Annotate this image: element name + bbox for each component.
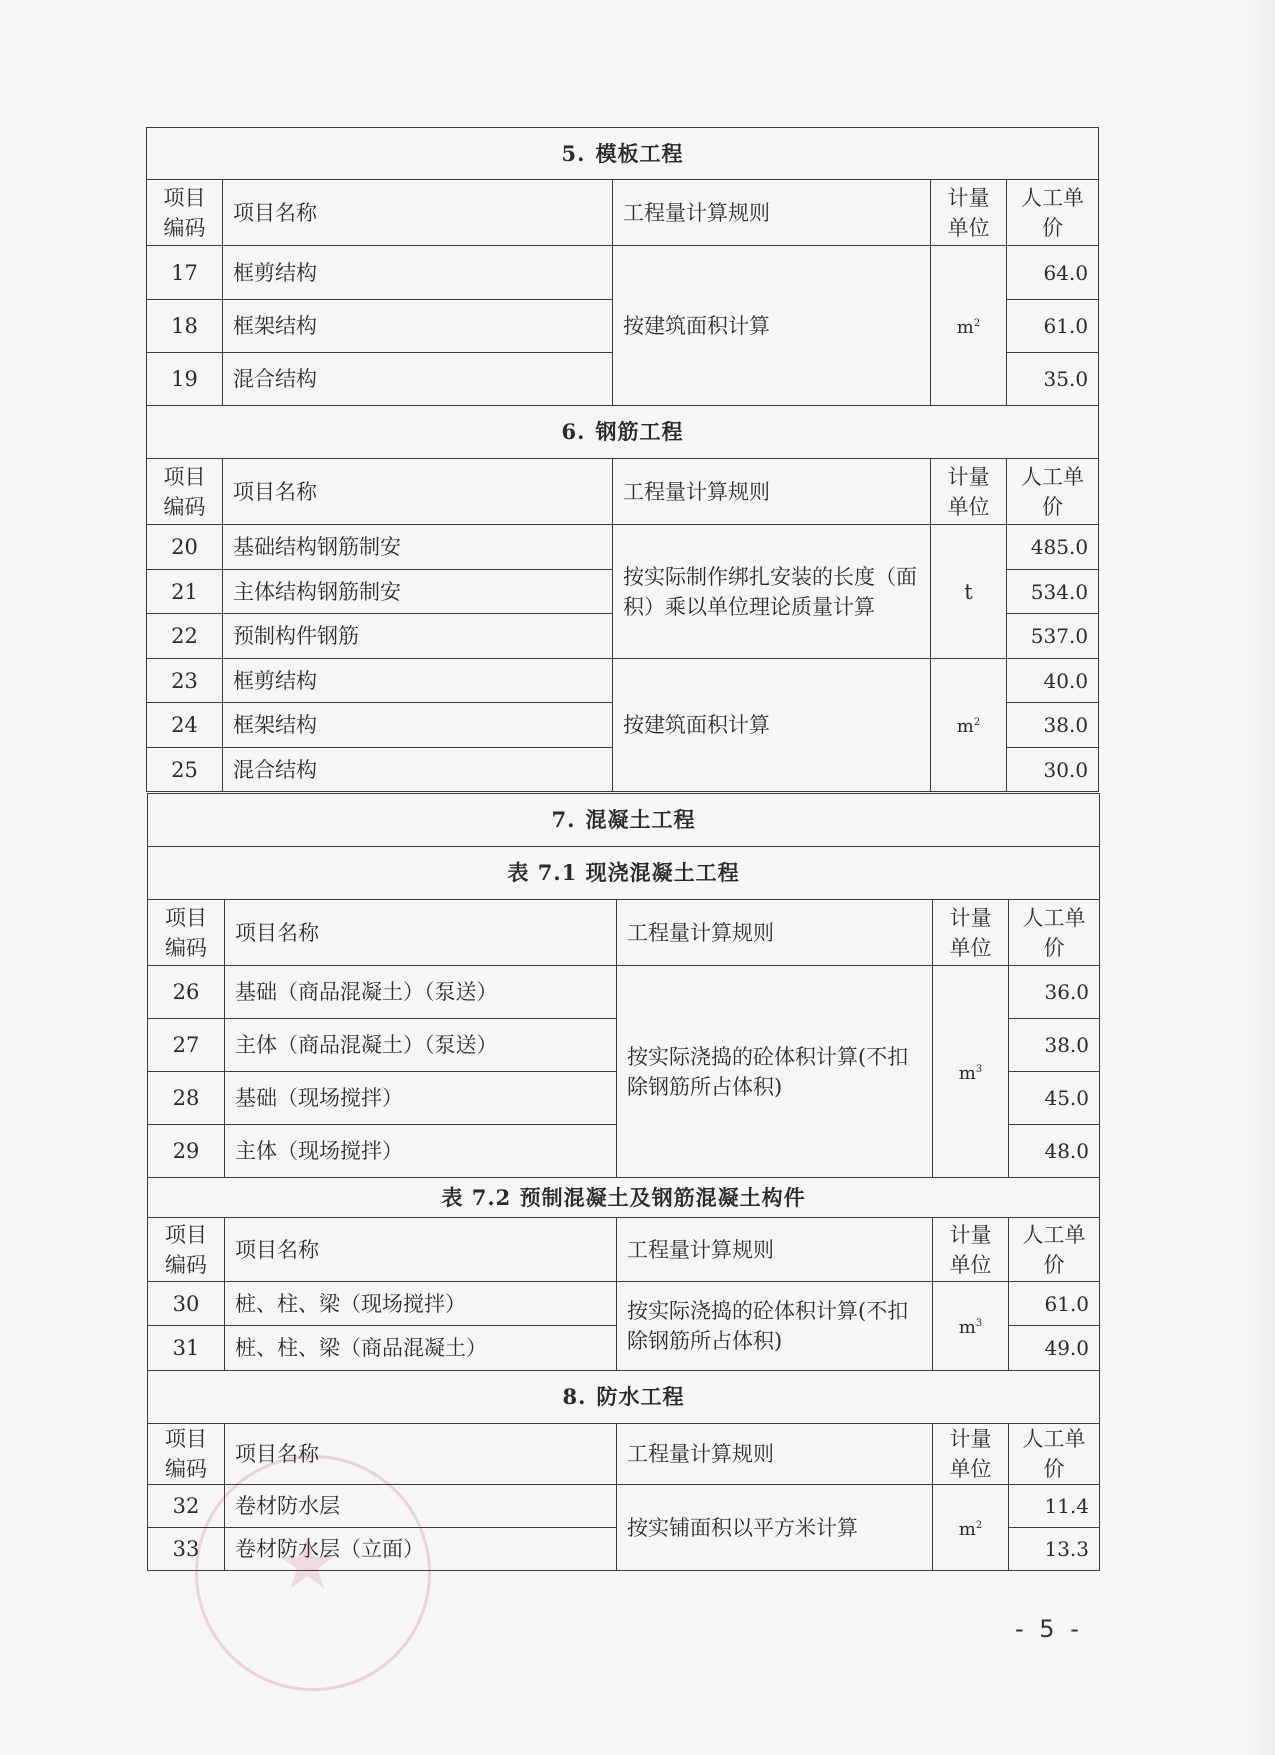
row-name: 预制构件钢筋 [223,614,613,659]
page-number: - 5 - [1015,1615,1083,1643]
row-code: 30 [148,1282,225,1326]
header-rule: 工程量计算规则 [613,180,931,246]
header-code: 项目编码 [148,1424,225,1485]
header-price: 人工单价 [1009,1424,1100,1485]
row-price: 49.0 [1009,1326,1100,1371]
row-name: 基础（商品混凝土）（泵送） [225,966,617,1019]
row-code: 23 [147,659,223,703]
row-code: 22 [147,614,223,659]
row-code: 27 [148,1019,225,1072]
row-name: 混合结构 [223,353,613,406]
row-name: 卷材防水层（立面） [225,1528,617,1571]
row-rule: 按实际制作绑扎安装的长度（面积）乘以单位理论质量计算 [613,525,931,659]
row-price: 40.0 [1007,659,1099,703]
row-price: 11.4 [1009,1485,1100,1528]
header-code: 项目编码 [148,1218,225,1282]
header-price: 人工单价 [1007,459,1099,525]
subtable-title-7-2: 表 7.2 预制混凝土及钢筋混凝土构件 [148,1178,1100,1218]
header-price: 人工单价 [1007,180,1099,246]
row-code: 18 [147,300,223,353]
row-price: 38.0 [1007,703,1099,748]
row-rule: 按实铺面积以平方米计算 [617,1485,933,1571]
section-title-concrete: 7. 混凝土工程 [148,794,1100,847]
row-unit: t [931,525,1007,659]
row-name: 混合结构 [223,748,613,792]
header-code: 项目编码 [147,180,223,246]
header-name: 项目名称 [223,459,613,525]
subtable-title-row [148,847,1100,900]
header-row [147,180,1099,246]
row-price: 61.0 [1009,1282,1100,1326]
table-row [148,1485,1100,1528]
row-code: 25 [147,748,223,792]
row-name: 框架结构 [223,703,613,748]
row-name: 桩、柱、梁（现场搅拌） [225,1282,617,1326]
header-row [148,1424,1100,1485]
row-code: 29 [148,1125,225,1178]
header-rule: 工程量计算规则 [617,1218,933,1282]
row-unit: $m^3$ [933,966,1009,1178]
header-code: 项目编码 [147,459,223,525]
table-row [148,1282,1100,1326]
row-name: 框架结构 [223,300,613,353]
row-name: 框剪结构 [223,246,613,300]
header-unit: 计量单位 [933,900,1009,966]
header-row [148,900,1100,966]
table-row [147,246,1099,300]
header-name: 项目名称 [225,1218,617,1282]
row-code: 19 [147,353,223,406]
row-price: 38.0 [1009,1019,1100,1072]
header-rule: 工程量计算规则 [617,1424,933,1485]
table-formwork-rebar [146,127,1099,792]
row-code: 33 [148,1528,225,1571]
row-name: 基础结构钢筋制安 [223,525,613,570]
row-price: 64.0 [1007,246,1099,300]
table-concrete-waterproof [147,793,1100,1571]
header-unit: 计量单位 [931,180,1007,246]
row-price: 537.0 [1007,614,1099,659]
row-name: 主体（现场搅拌） [225,1125,617,1178]
row-name: 主体（商品混凝土）（泵送） [225,1019,617,1072]
table-row [148,966,1100,1019]
header-row [148,1218,1100,1282]
row-price: 61.0 [1007,300,1099,353]
section-title-waterproof: 8. 防水工程 [148,1371,1100,1424]
row-code: 32 [148,1485,225,1528]
section-title-row [148,1371,1100,1424]
row-code: 24 [147,703,223,748]
subtable-title-row [148,1178,1100,1218]
row-code: 17 [147,246,223,300]
header-name: 项目名称 [223,180,613,246]
row-price: 30.0 [1007,748,1099,792]
row-unit: $m^2$ [931,246,1007,406]
row-name: 桩、柱、梁（商品混凝土） [225,1326,617,1371]
row-code: 31 [148,1326,225,1371]
table-row [147,525,1099,570]
header-unit: 计量单位 [931,459,1007,525]
row-price: 534.0 [1007,570,1099,614]
header-rule: 工程量计算规则 [613,459,931,525]
section-title-row [148,794,1100,847]
subtable-title-7-1: 表 7.1 现浇混凝土工程 [148,847,1100,900]
section-title-row [147,406,1099,459]
section-title-formwork: 5. 模板工程 [147,128,1099,180]
section-title-rebar: 6. 钢筋工程 [147,406,1099,459]
row-name: 基础（现场搅拌） [225,1072,617,1125]
row-name: 框剪结构 [223,659,613,703]
row-rule: 按建筑面积计算 [613,659,931,792]
row-price: 45.0 [1009,1072,1100,1125]
row-name: 主体结构钢筋制安 [223,570,613,614]
header-price: 人工单价 [1009,900,1100,966]
row-code: 21 [147,570,223,614]
row-code: 26 [148,966,225,1019]
header-rule: 工程量计算规则 [617,900,933,966]
page-edge [1245,0,1275,1755]
row-code: 28 [148,1072,225,1125]
row-unit: $m^3$ [933,1282,1009,1371]
header-code: 项目编码 [148,900,225,966]
row-name: 卷材防水层 [225,1485,617,1528]
row-unit: $m^2$ [931,659,1007,792]
row-price: 36.0 [1009,966,1100,1019]
section-title-row [147,128,1099,180]
header-name: 项目名称 [225,1424,617,1485]
row-rule: 按实际浇捣的砼体积计算(不扣除钢筋所占体积) [617,1282,933,1371]
row-rule: 按建筑面积计算 [613,246,931,406]
header-row [147,459,1099,525]
row-price: 48.0 [1009,1125,1100,1178]
row-price: 485.0 [1007,525,1099,570]
table-row [147,659,1099,703]
header-unit: 计量单位 [933,1424,1009,1485]
row-unit: $m^2$ [933,1485,1009,1571]
row-price: 35.0 [1007,353,1099,406]
header-price: 人工单价 [1009,1218,1100,1282]
row-rule: 按实际浇捣的砼体积计算(不扣除钢筋所占体积) [617,966,933,1178]
row-code: 20 [147,525,223,570]
header-name: 项目名称 [225,900,617,966]
header-unit: 计量单位 [933,1218,1009,1282]
row-price: 13.3 [1009,1528,1100,1571]
